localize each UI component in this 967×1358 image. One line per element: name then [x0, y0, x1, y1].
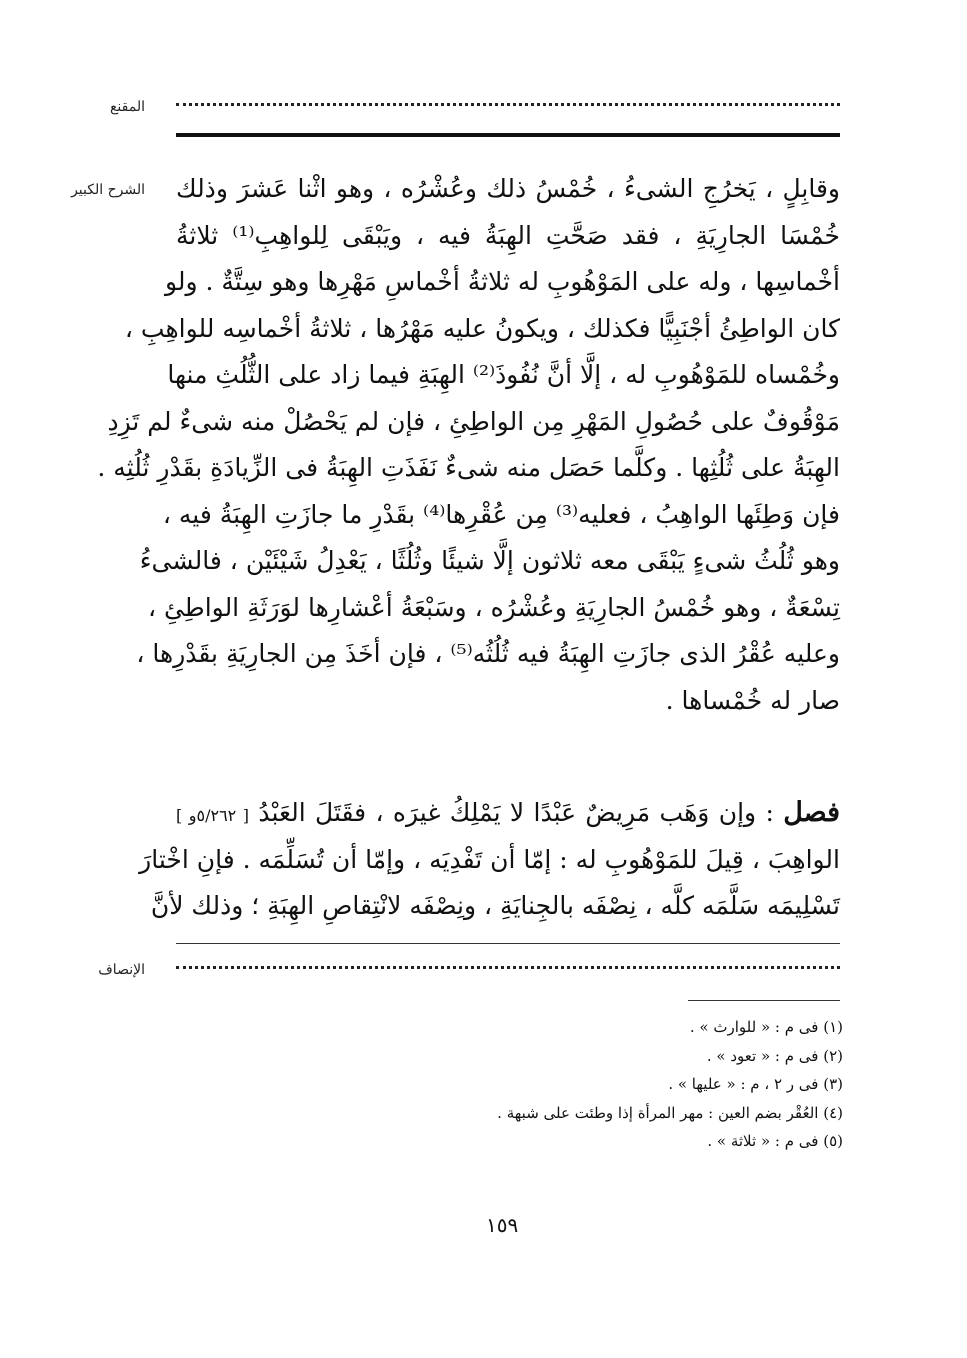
manuscript-ref: [ ٥/٢٦٢و ] — [176, 806, 249, 825]
footer-label: الإنصاف — [98, 962, 145, 978]
text-line: فإن وَطِئَها الواهِبُ ، فعليه⁽³⁾ مِن عُقْرِها⁽⁴⁾ بقَدْرِ ما جازَتِ الهِبَةُ فيه ، — [162, 499, 840, 529]
footnote: (١) فى م : « للوارث » . — [689, 1018, 843, 1036]
text-line: صار له خُمْساها . — [665, 685, 840, 715]
text-line: أخْماسِها ، وله على المَوْهُوبِ له ثلاثةُ أخْماسِ مَهْرِها وهو سِتَّةٌ . ولو — [164, 267, 840, 296]
text-line: الواهِبَ ، قِيلَ للمَوْهُوبِ له : إمّا أن تَفْدِيَه ، وإمّا أن تُسَلِّمَه . فإنِ اخْتارَ — [139, 844, 840, 874]
footnote: (٣) فى ر ٢ ، م : « عليها » . — [668, 1075, 843, 1093]
text-line: وقابِلٍ ، يَخرُجِ الشىءُ ، خُمْسُ ذلك وعُشْرُه ، وهو اثْنا عَشرَ وذلك — [176, 174, 840, 203]
footnote: (٤) العُقْر بضم العين : مهر المرأة إذا وطئت على شبهة . — [497, 1103, 843, 1122]
text-line: كان الواطِئُ أجْنَبِيًّا فكذلك ، ويكونُ عليه مَهْرُها ، ثلاثةُ أخْماسِه للواهِبِ ، — [124, 313, 840, 343]
book-title: المقنع — [109, 99, 145, 115]
fasl-section — [139, 790, 841, 930]
text-line: وعليه عُقْرُ الذى جازَتِ الهِبَةُ فيه ثُلُثُه⁽⁵⁾ ، فإن أخَذَ مِن الجارِيَةِ بقَدْرِها ، — [136, 639, 840, 668]
footer-dotted-rule — [176, 966, 840, 969]
footnotes — [203, 1013, 843, 1156]
text-line: الهِبَةُ على ثُلُثِها . وكلَّما حَصَل منه شىءٌ نَفَذَتِ الهِبَةُ فى الزِّيادَةِ بقَدْرِ ثُلُثِه . — [97, 453, 840, 482]
fasl-heading: فصل — [783, 797, 841, 828]
fasl-first-line — [176, 790, 840, 837]
footnote: (٢) فى م : « تعود » . — [706, 1046, 843, 1065]
footer-thin-rule — [176, 943, 840, 944]
footnote: (٥) فى م : « ثلاثة » . — [707, 1132, 843, 1150]
header-solid-rule — [176, 133, 840, 137]
page-number: ١٥٩ — [486, 1213, 519, 1237]
text-line: مَوْقُوفٌ على حُصُولِ المَهْرِ مِن الواطِئِ ، فإن لم يَحْصُلْ منه شىءٌ لم تَزِدِ — [107, 406, 840, 436]
text-line: وخُمْساه للمَوْهُوبِ له ، إلَّا أنَّ نُفُوذَ⁽²⁾ الهِبَةِ فيما زاد على الثُّلُثِ منها — [167, 360, 840, 389]
section-label: الشرح الكبير — [71, 182, 145, 198]
header-dotted-rule — [176, 103, 840, 106]
footnote-separator — [688, 1000, 840, 1001]
fasl-first-line-text: : وإن وَهَب مَرِيضٌ عَبْدًا لا يَمْلِكُ غيرَه ، فقَتَلَ العَبْدُ — [258, 798, 784, 827]
text-line: وهو ثُلُثُ شىءٍ يَبْقَى معه ثلاثون إلَّا شيئًا وثُلُثًا ، يَعْدِلُ شَيْئَيْن ، فالشىءُ — [139, 546, 840, 575]
text-line: تِسْعَةٌ ، وهو خُمْسُ الجارِيَةِ وعُشْرُه ، وسَبْعَةُ أعْشارِها لوَرَثَةِ الواطِئِ ، — [147, 592, 840, 622]
text-line: تَسْلِيمَه سَلَّمَه كلَّه ، نِصْفَه بالجِنايَةِ ، ونِصْفَه لانْتِقاصِ الهِبَةِ ؛ وذلك لأنَّ — [150, 891, 840, 920]
text-line: خُمْسَا الجارِيَةِ ، فقد صَحَّتِ الهِبَةُ فيه ، ويَبْقَى لِلواهِبِ⁽¹⁾ ثلاثةُ — [176, 220, 840, 250]
